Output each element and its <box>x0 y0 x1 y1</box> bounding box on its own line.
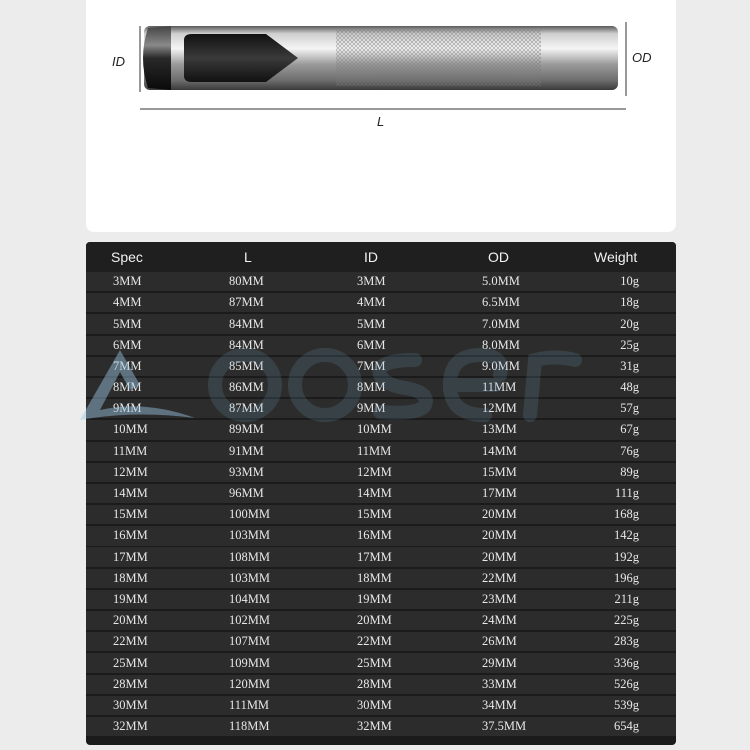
cell-weight: 654g <box>614 719 639 734</box>
table-body <box>86 272 676 738</box>
table-row <box>86 547 676 566</box>
cell-id: 17MM <box>357 549 392 564</box>
cell-od: 33MM <box>482 676 517 691</box>
cell-id: 25MM <box>357 655 392 670</box>
cell-spec: 25MM <box>113 655 148 670</box>
cell-spec: 3MM <box>113 274 142 289</box>
cell-l: 96MM <box>229 486 264 501</box>
header-weight: Weight <box>594 249 638 265</box>
cell-weight: 76g <box>620 443 639 458</box>
cell-weight: 196g <box>614 570 639 585</box>
cell-spec: 22MM <box>113 634 148 649</box>
cell-l: 89MM <box>229 422 264 437</box>
cell-l: 93MM <box>229 464 264 479</box>
table-row <box>86 717 676 736</box>
cell-id: 30MM <box>357 697 392 712</box>
cell-l: 104MM <box>229 591 270 606</box>
cell-l: 107MM <box>229 634 270 649</box>
cell-spec: 9MM <box>113 401 142 416</box>
cell-od: 7.0MM <box>482 316 520 331</box>
cell-weight: 283g <box>614 634 639 649</box>
cell-id: 20MM <box>357 613 392 628</box>
header-l: L <box>244 249 252 265</box>
cell-l: 109MM <box>229 655 270 670</box>
header-spec: Spec <box>111 249 143 265</box>
cell-spec: 32MM <box>113 719 148 734</box>
table-row <box>86 463 676 482</box>
cell-l: 120MM <box>229 676 270 691</box>
cell-spec: 18MM <box>113 570 148 585</box>
cell-od: 5.0MM <box>482 274 520 289</box>
cell-spec: 16MM <box>113 528 148 543</box>
table-row <box>86 611 676 630</box>
cell-id: 32MM <box>357 719 392 734</box>
cell-od: 12MM <box>482 401 517 416</box>
cell-weight: 67g <box>620 422 639 437</box>
cell-l: 85MM <box>229 358 264 373</box>
knurled-grip <box>336 30 541 86</box>
cell-id: 22MM <box>357 634 392 649</box>
cell-id: 28MM <box>357 676 392 691</box>
cell-spec: 28MM <box>113 676 148 691</box>
table-row <box>86 590 676 609</box>
id-label: ID <box>112 54 125 69</box>
cell-weight: 211g <box>614 591 639 606</box>
l-label: L <box>377 114 385 129</box>
table-row <box>86 505 676 524</box>
cell-l: 108MM <box>229 549 270 564</box>
cell-spec: 20MM <box>113 613 148 628</box>
cell-weight: 539g <box>614 697 639 712</box>
cell-spec: 5MM <box>113 316 142 331</box>
cell-id: 4MM <box>357 295 386 310</box>
cell-weight: 111g <box>614 486 639 501</box>
cell-weight: 10g <box>620 274 639 289</box>
table-row <box>86 378 676 397</box>
cell-spec: 11MM <box>113 443 148 458</box>
cell-od: 23MM <box>482 591 517 606</box>
table-row <box>86 653 676 672</box>
cell-weight: 31g <box>620 358 639 373</box>
cell-id: 16MM <box>357 528 392 543</box>
cell-l: 118MM <box>229 719 270 734</box>
table-row <box>86 357 676 376</box>
cell-l: 87MM <box>229 295 264 310</box>
header-od: OD <box>488 249 509 265</box>
cell-od: 20MM <box>482 507 517 522</box>
cell-id: 18MM <box>357 570 392 585</box>
table-row <box>86 526 676 545</box>
cell-spec: 19MM <box>113 591 148 606</box>
punch-tip <box>143 26 171 90</box>
cell-spec: 17MM <box>113 549 148 564</box>
table-header <box>86 242 676 272</box>
cell-weight: 20g <box>620 316 639 331</box>
cell-weight: 57g <box>620 401 639 416</box>
cell-od: 6.5MM <box>482 295 520 310</box>
cell-od: 20MM <box>482 528 517 543</box>
cell-od: 37.5MM <box>482 719 527 734</box>
cell-weight: 25g <box>620 337 639 352</box>
cell-weight: 168g <box>614 507 639 522</box>
cell-od: 24MM <box>482 613 517 628</box>
table-row <box>86 272 676 291</box>
cell-l: 91MM <box>229 443 264 458</box>
cell-l: 102MM <box>229 613 270 628</box>
cell-id: 10MM <box>357 422 392 437</box>
cell-spec: 8MM <box>113 380 142 395</box>
cell-id: 7MM <box>357 358 386 373</box>
cell-l: 111MM <box>229 697 270 712</box>
cell-spec: 6MM <box>113 337 142 352</box>
table-row <box>86 484 676 503</box>
cell-l: 84MM <box>229 337 264 352</box>
cell-id: 8MM <box>357 380 386 395</box>
cell-od: 8.0MM <box>482 337 520 352</box>
cell-l: 100MM <box>229 507 270 522</box>
cell-weight: 225g <box>614 613 639 628</box>
spec-table <box>86 242 676 745</box>
cell-l: 103MM <box>229 528 270 543</box>
cell-spec: 10MM <box>113 422 148 437</box>
cell-id: 3MM <box>357 274 386 289</box>
cell-weight: 89g <box>620 464 639 479</box>
cell-l: 87MM <box>229 401 264 416</box>
cell-id: 19MM <box>357 591 392 606</box>
cell-l: 84MM <box>229 316 264 331</box>
cell-weight: 336g <box>614 655 639 670</box>
cell-od: 20MM <box>482 549 517 564</box>
cell-weight: 192g <box>614 549 639 564</box>
cell-id: 15MM <box>357 507 392 522</box>
od-label: OD <box>632 50 652 65</box>
cell-od: 22MM <box>482 570 517 585</box>
cell-spec: 4MM <box>113 295 142 310</box>
cell-l: 103MM <box>229 570 270 585</box>
cell-id: 6MM <box>357 337 386 352</box>
cell-od: 34MM <box>482 697 517 712</box>
cell-od: 14MM <box>482 443 517 458</box>
cell-spec: 14MM <box>113 486 148 501</box>
cell-od: 29MM <box>482 655 517 670</box>
cell-od: 13MM <box>482 422 517 437</box>
cell-od: 26MM <box>482 634 517 649</box>
table-row <box>86 569 676 588</box>
cell-spec: 12MM <box>113 464 148 479</box>
cell-id: 14MM <box>357 486 392 501</box>
table-row <box>86 336 676 355</box>
cell-od: 9.0MM <box>482 358 520 373</box>
table-row <box>86 420 676 439</box>
cell-weight: 18g <box>620 295 639 310</box>
cell-l: 80MM <box>229 274 264 289</box>
cell-id: 11MM <box>357 443 392 458</box>
table-row <box>86 696 676 715</box>
cell-id: 9MM <box>357 401 386 416</box>
cell-od: 17MM <box>482 486 517 501</box>
table-row <box>86 293 676 312</box>
cell-od: 11MM <box>482 380 517 395</box>
table-row <box>86 442 676 461</box>
cell-spec: 7MM <box>113 358 142 373</box>
table-row <box>86 399 676 418</box>
product-diagram-card <box>86 0 676 232</box>
cell-id: 12MM <box>357 464 392 479</box>
cell-l: 86MM <box>229 380 264 395</box>
header-id: ID <box>364 249 378 265</box>
cell-id: 5MM <box>357 316 386 331</box>
table-row <box>86 314 676 333</box>
cell-weight: 142g <box>614 528 639 543</box>
cell-weight: 526g <box>614 676 639 691</box>
cell-od: 15MM <box>482 464 517 479</box>
cell-spec: 30MM <box>113 697 148 712</box>
cell-weight: 48g <box>620 380 639 395</box>
cell-spec: 15MM <box>113 507 148 522</box>
table-row <box>86 675 676 694</box>
table-row <box>86 632 676 651</box>
